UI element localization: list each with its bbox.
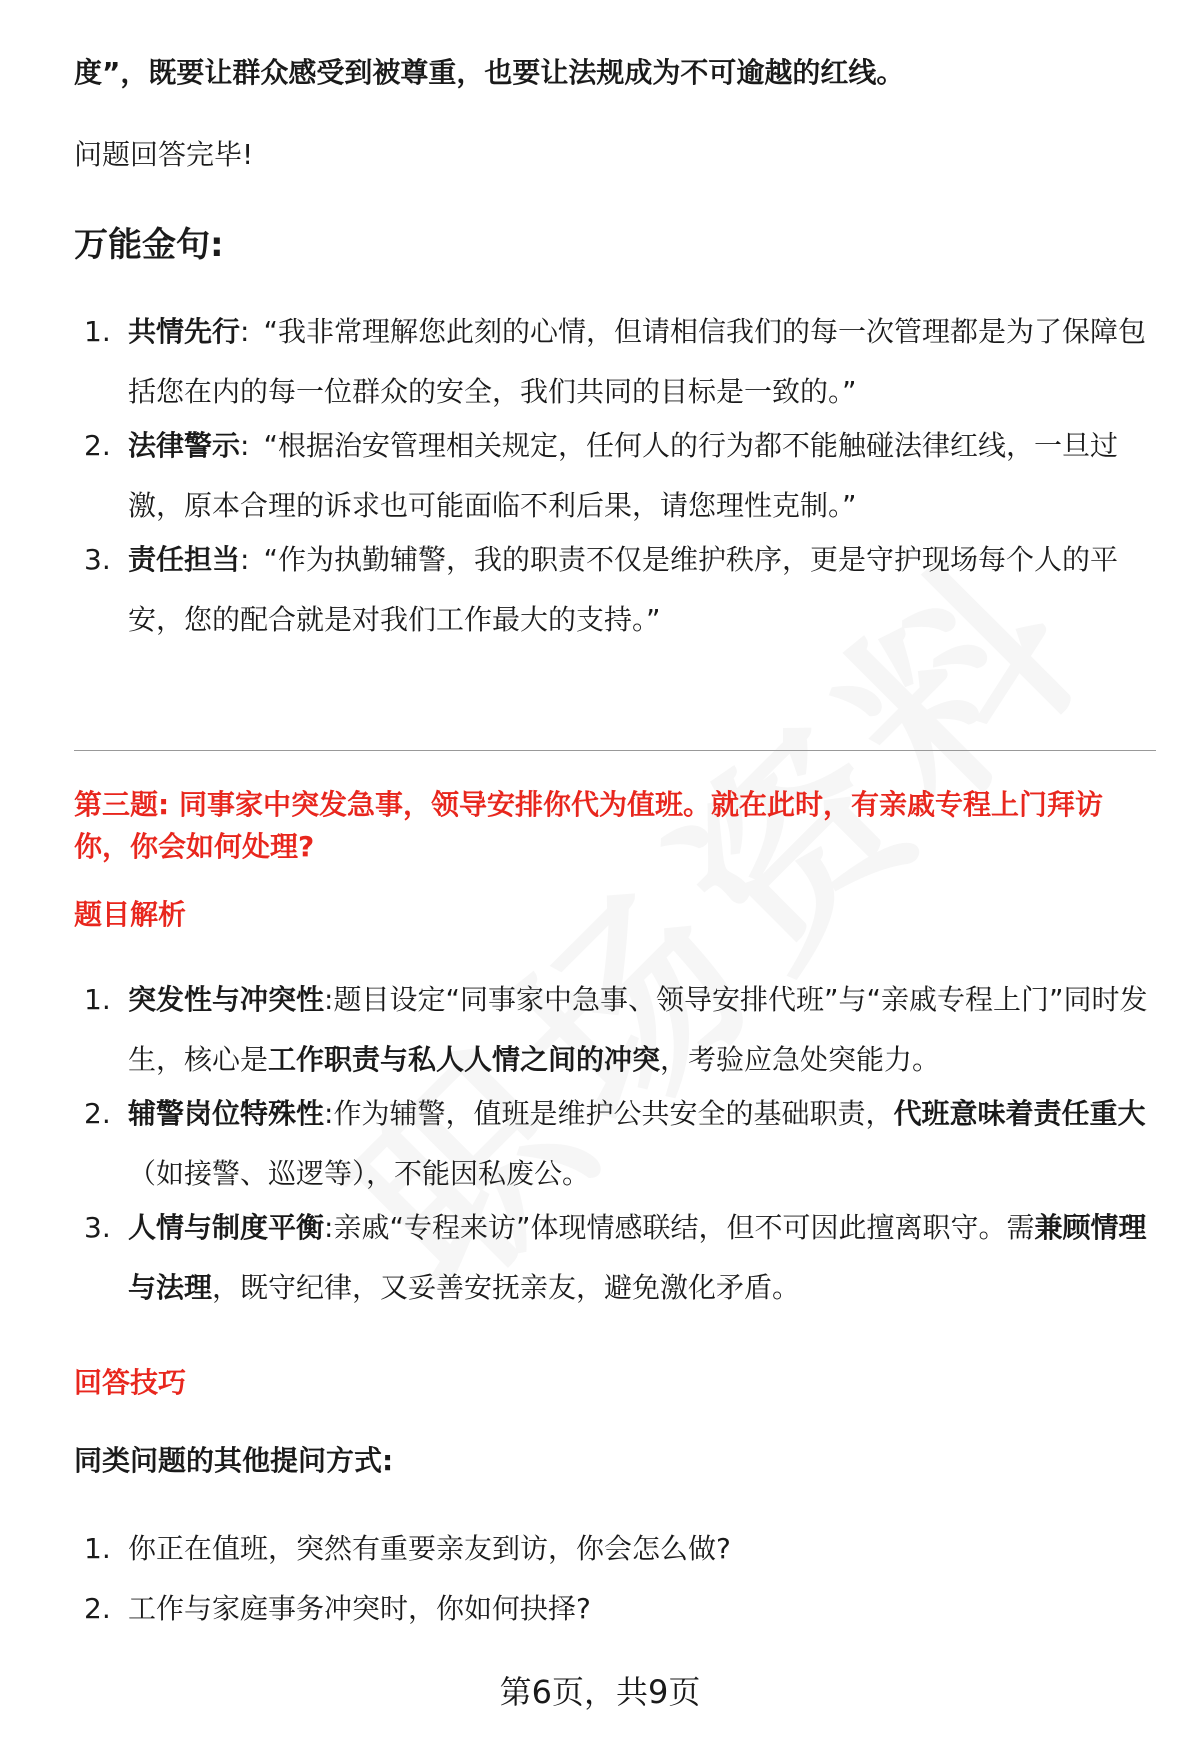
list-item xyxy=(74,530,1154,650)
list-separator: : xyxy=(240,543,250,576)
list-term: 辅警岗位特殊性 xyxy=(128,1097,325,1130)
list-number: 2. xyxy=(84,429,111,462)
list-separator: : xyxy=(324,1097,334,1130)
list-separator: : xyxy=(240,315,250,348)
list-emphasis: 工作职责与私人人情之间的冲突 xyxy=(268,1043,661,1076)
answer-done-text: 问题回答完毕! xyxy=(74,138,254,171)
similar-questions-list xyxy=(74,1519,1154,1639)
list-term: 责任担当 xyxy=(128,543,241,576)
list-separator: : xyxy=(240,429,250,462)
list-emphasis: 兼顾情理与法理 xyxy=(128,1211,1147,1304)
list-emphasis: 代班意味着责任重大 xyxy=(893,1097,1146,1130)
analysis-list xyxy=(74,970,1154,1318)
list-text: ，既守纪律，又妥善安抚亲友，避免激化矛盾。 xyxy=(212,1271,801,1304)
list-number: 1. xyxy=(84,983,111,1016)
page-footer: 第6页，共9页 xyxy=(499,1673,701,1711)
list-text: “根据治安管理相关规定，任何人的行为都不能触碰法律红线，一旦过激，原本合理的诉求也可能面临不利后果，请您理性克制。” xyxy=(128,429,1118,522)
list-term: 法律警示 xyxy=(128,429,241,462)
list-number: 2. xyxy=(84,1097,111,1130)
list-text: 工作与家庭事务冲突时，你如何抉择? xyxy=(128,1592,591,1625)
list-number: 2. xyxy=(84,1592,111,1625)
list-text: （如接警、巡逻等），不能因私废公。 xyxy=(128,1157,591,1190)
list-text: “我非常理解您此刻的心情，但请相信我们的每一次管理都是为了保障包括您在内的每一位群众的安全，我们共同的目标是一致的。” xyxy=(128,315,1146,408)
list-item xyxy=(74,970,1154,1090)
question-three-title: 第三题: 同事家中突发急事，领导安排你代为值班。就在此时，有亲戚专程上门拜访你，你会如何处理? xyxy=(74,788,1103,863)
list-item xyxy=(74,1198,1154,1318)
list-number: 1. xyxy=(84,1532,111,1565)
list-term: 人情与制度平衡 xyxy=(128,1211,325,1244)
list-text: 亲戚“专程来访”体现情感联结，但不可因此擅离职守。需 xyxy=(333,1211,1035,1244)
similar-questions-heading: 同类问题的其他提问方式: xyxy=(74,1444,394,1477)
list-item xyxy=(74,416,1154,536)
analysis-heading: 题目解析 xyxy=(74,898,187,931)
golden-sentences-list xyxy=(74,302,1154,650)
list-text: 你正在值班，突然有重要亲友到访，你会怎么做? xyxy=(128,1532,731,1565)
list-item xyxy=(74,1084,1154,1204)
list-text: “作为执勤辅警，我的职责不仅是维护秩序，更是守护现场每个人的平安，您的配合就是对我们工作最大的支持。” xyxy=(128,543,1118,636)
answer-tips-heading: 回答技巧 xyxy=(74,1366,187,1399)
list-text: ，考验应急处突能力。 xyxy=(660,1043,941,1076)
list-item xyxy=(74,1519,1154,1579)
intro-line: 度”，既要让群众感受到被尊重，也要让法规成为不可逾越的红线。 xyxy=(74,56,905,89)
list-item xyxy=(74,1579,1154,1639)
section-divider xyxy=(74,750,1156,751)
list-item xyxy=(74,302,1154,422)
list-separator: : xyxy=(324,1211,334,1244)
list-number: 3. xyxy=(84,1211,111,1244)
list-separator: : xyxy=(324,983,334,1016)
list-term: 共情先行 xyxy=(128,315,241,348)
list-text: 作为辅警，值班是维护公共安全的基础职责， xyxy=(333,1097,894,1130)
list-term: 突发性与冲突性 xyxy=(128,983,325,1016)
golden-sentences-heading: 万能金句: xyxy=(74,225,224,265)
list-number: 1. xyxy=(84,315,111,348)
list-number: 3. xyxy=(84,543,111,576)
list-text: 题目设定“同事家中急事、领导安排代班”与“亲戚专程上门”同时发生，核心是 xyxy=(128,983,1148,1076)
